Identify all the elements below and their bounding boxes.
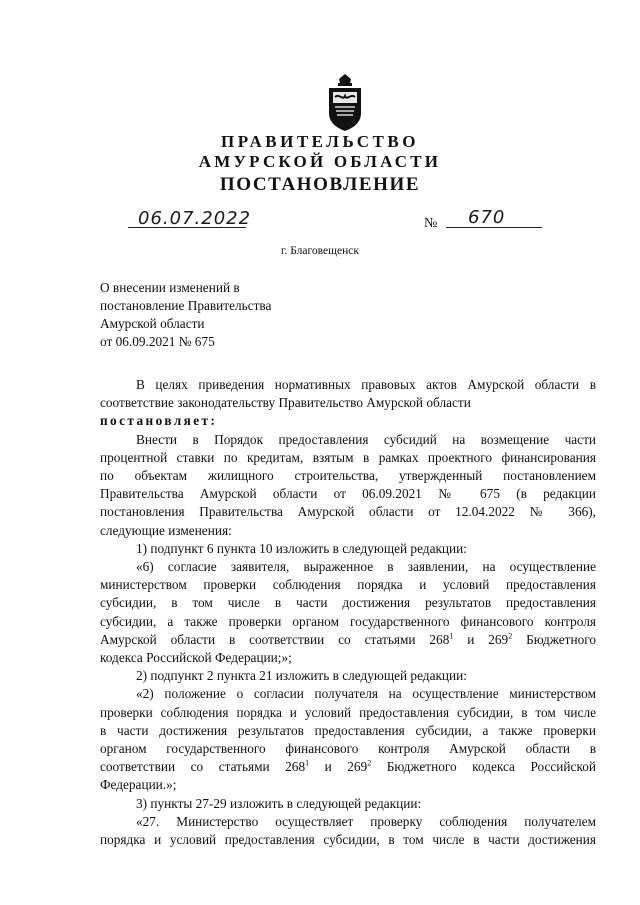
text-segment: Бюджетного bbox=[526, 631, 597, 647]
document-body bbox=[100, 376, 596, 849]
body-line-with-superscripts bbox=[100, 758, 596, 776]
body-line: в части достижения результатов предоставления субсидии, а также проверки bbox=[100, 722, 596, 738]
body-line: по объектам жилищного строительства, утвержденный постановлением bbox=[100, 468, 596, 484]
body-line: министерством проверки соблюдения порядка и условий предоставления bbox=[100, 577, 596, 593]
text-segment: соответствии со статьями 268 bbox=[100, 759, 306, 775]
body-line: порядка и условий предоставления субсидии, в том числе в части достижения bbox=[100, 832, 596, 848]
body-line: органом государственного финансового контроля Амурской области в bbox=[100, 741, 596, 757]
city-name: г. Благовещенск bbox=[281, 245, 359, 257]
list-item: 2) подпункт 2 пункта 21 изложить в следующей редакции: bbox=[136, 668, 467, 684]
body-line-with-superscripts bbox=[100, 631, 596, 649]
body-line: следующие изменения: bbox=[100, 522, 232, 538]
superscript: 1 bbox=[449, 631, 454, 641]
body-line: «2) положение о согласии получателя на осуществление министерством bbox=[136, 686, 596, 702]
text-segment: и 269 bbox=[467, 631, 509, 647]
number-underline bbox=[446, 227, 542, 228]
list-item: 1) подпункт 6 пункта 10 изложить в следующей редакции: bbox=[136, 540, 467, 556]
body-line: В целях приведения нормативных правовых актов Амурской области в bbox=[136, 377, 596, 392]
body-line: Внести в Порядок предоставления субсидий на возмещение части bbox=[136, 431, 596, 447]
body-line: постановления Правительства Амурской области от 12.04.2022 № 366), bbox=[100, 504, 596, 520]
decree-word: постановляет: bbox=[100, 413, 218, 429]
region-title: АМУРСКОЙ ОБЛАСТИ bbox=[198, 152, 442, 171]
body-line: субсидии, в том числе в части достижения результатов предоставления bbox=[100, 595, 596, 611]
coat-of-arms-emblem bbox=[323, 73, 367, 133]
superscript: 2 bbox=[367, 758, 372, 768]
document-subject bbox=[100, 279, 271, 351]
body-line: Федерации.»; bbox=[100, 777, 177, 793]
superscript: 2 bbox=[508, 631, 513, 641]
body-line: Правительства Амурской области от 06.09.2021 № 675 (в редакции bbox=[100, 486, 596, 502]
body-line: субсидии, а также проверки органом государственного финансового контроля bbox=[100, 613, 596, 629]
subject-line: Амурской области bbox=[100, 316, 205, 331]
document-date: 06.07.2022 bbox=[138, 208, 252, 229]
subject-line: от 06.09.2021 № 675 bbox=[100, 334, 215, 349]
body-line: «6) согласие заявителя, выраженное в заявлении, на осуществление bbox=[136, 559, 596, 575]
body-line: проверки соблюдения порядка и условий предоставления субсидии, в том числе bbox=[100, 704, 596, 720]
text-segment: и 269 bbox=[324, 759, 368, 775]
number-label: № bbox=[424, 216, 438, 231]
text-segment: Бюджетного кодекса Российской bbox=[386, 759, 596, 775]
list-item: 3) пункты 27-29 изложить в следующей редакции: bbox=[136, 795, 422, 811]
subject-line: постановление Правительства bbox=[100, 298, 272, 313]
document-type-title: ПОСТАНОВЛЕНИЕ bbox=[219, 174, 421, 195]
government-title: ПРАВИТЕЛЬСТВО bbox=[221, 132, 419, 151]
body-line: соответствие законодательству Правительство Амурской области bbox=[100, 395, 471, 411]
date-underline bbox=[128, 227, 246, 228]
body-line: «27. Министерство осуществляет проверку соблюдения получателем bbox=[136, 813, 596, 829]
body-line: процентной ставки по кредитам, взятым в рамках проектного финансирования bbox=[100, 449, 596, 465]
document-number: 670 bbox=[468, 207, 506, 228]
subject-line: О внесении изменений в bbox=[100, 280, 240, 295]
text-segment: Амурской области в соответствии со статьями 268 bbox=[100, 631, 450, 647]
body-line: кодекса Российской Федерации;»; bbox=[100, 650, 292, 666]
superscript: 1 bbox=[305, 758, 310, 768]
